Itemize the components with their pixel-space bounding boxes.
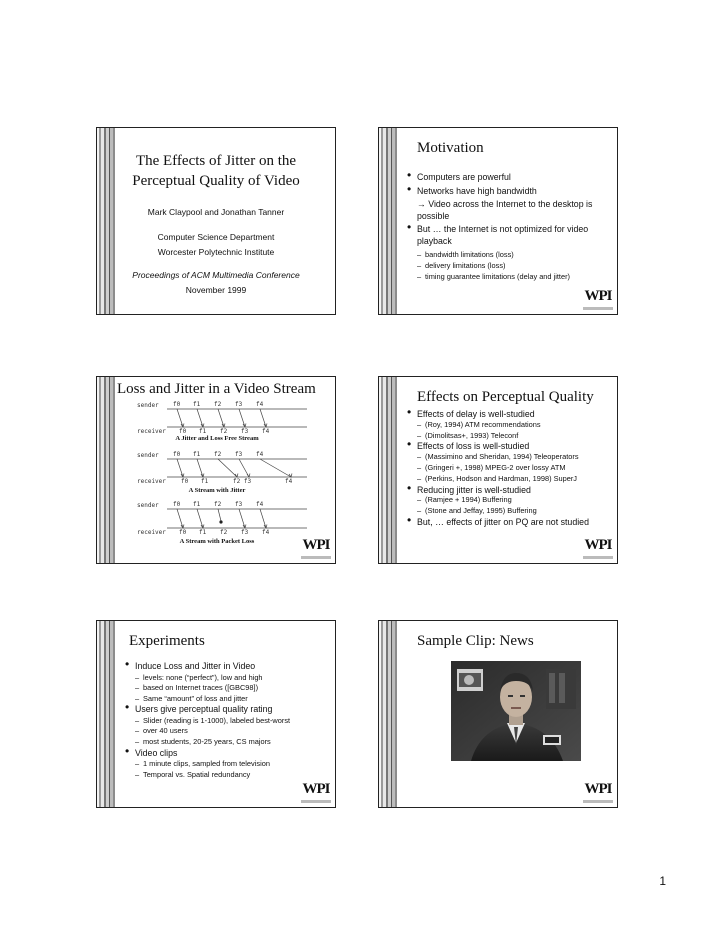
lost-packet-arrow bbox=[218, 509, 221, 521]
decorative-stripes bbox=[379, 128, 397, 314]
sender-label: sender bbox=[137, 502, 159, 509]
packet-arrow bbox=[260, 409, 266, 427]
sub-bullet-item: – timing guarantee limitations (delay and jitter) bbox=[407, 271, 615, 282]
sub-bullet-item: – Same “amount” of loss and jitter bbox=[125, 694, 333, 705]
slide-sample-clip bbox=[378, 620, 618, 808]
bullet-item: → Video across the Internet to the desktop is possible bbox=[417, 199, 593, 221]
caption-packet-loss: A Stream with Packet Loss bbox=[179, 538, 255, 545]
sub-bullet-item: – delivery limitations (loss) bbox=[407, 260, 615, 271]
packet-arrow bbox=[260, 509, 266, 528]
slide2-title: Motivation bbox=[417, 140, 484, 156]
slide5-bullet-list bbox=[125, 661, 333, 780]
slide-title bbox=[96, 127, 336, 315]
receiver-frame-label: f4 bbox=[262, 428, 270, 435]
receiver-frame-label: f1 bbox=[201, 478, 209, 485]
receiver-label: receiver bbox=[137, 428, 166, 435]
receiver-frame-label: f2 bbox=[220, 428, 228, 435]
receiver-frame-label: f3 bbox=[241, 529, 249, 536]
slide1-institute: Worcester Polytechnic Institute bbox=[157, 247, 275, 257]
sender-frame-label: f3 bbox=[235, 501, 243, 508]
sub-bullet-item: – 1 minute clips, sampled from television bbox=[125, 759, 333, 770]
slide-motivation bbox=[378, 127, 618, 315]
news-clip-image bbox=[451, 661, 581, 761]
slide1-title-line1: The Effects of Jitter on the bbox=[135, 153, 297, 169]
slide-loss-jitter bbox=[96, 376, 336, 564]
receiver-label: receiver bbox=[137, 478, 166, 485]
slide1-dept: Computer Science Department bbox=[157, 232, 275, 242]
packet-arrow bbox=[177, 509, 183, 528]
sub-bullet-item: – levels: none (“perfect”), low and high bbox=[125, 673, 333, 684]
decorative-stripes bbox=[379, 377, 397, 563]
wpi-logo: WPI bbox=[301, 537, 331, 559]
bullet-item: • Effects of loss is well-studied bbox=[407, 441, 618, 452]
packet-arrow bbox=[177, 459, 183, 477]
sender-frame-label: f3 bbox=[235, 451, 243, 458]
sub-bullet-item: – Temporal vs. Spatial redundancy bbox=[125, 770, 333, 781]
sender-label: sender bbox=[137, 402, 159, 409]
receiver-frame-label: f0 bbox=[181, 478, 189, 485]
bullet-item: • Networks have high bandwidth bbox=[407, 186, 615, 198]
sender-frame-label: f4 bbox=[256, 451, 264, 458]
sub-bullet-item: – based on Internet traces ([GBC98]) bbox=[125, 683, 333, 694]
packet-arrow bbox=[197, 459, 203, 477]
lost-packet-marker bbox=[219, 520, 222, 523]
packet-arrow bbox=[239, 509, 245, 528]
sub-bullet-item: – (Stone and Jeffay, 1995) Buffering bbox=[407, 506, 618, 517]
slide4-bullet-list bbox=[407, 409, 618, 528]
slide1-date: November 1999 bbox=[185, 285, 247, 295]
slide-experiments bbox=[96, 620, 336, 808]
sender-frame-label: f0 bbox=[173, 501, 181, 508]
bullet-item: • Induce Loss and Jitter in Video bbox=[125, 661, 333, 673]
receiver-frame-label: f1 bbox=[199, 428, 207, 435]
packet-arrow bbox=[197, 409, 203, 427]
sender-frame-label: f1 bbox=[193, 501, 201, 508]
sender-frame-label: f1 bbox=[193, 401, 201, 408]
wpi-logo: WPI bbox=[301, 781, 331, 803]
bullet-item: • But, … effects of jitter on PQ are not studied bbox=[407, 517, 618, 528]
page-number: 1 bbox=[659, 874, 666, 888]
sub-bullet-item: – most students, 20-25 years, CS majors bbox=[125, 737, 333, 748]
slide-effects bbox=[378, 376, 618, 564]
sub-bullet-item: – over 40 users bbox=[125, 726, 333, 737]
sender-label: sender bbox=[137, 452, 159, 459]
bullet-item: • Computers are powerful bbox=[407, 172, 615, 184]
bullet-item: • Reducing jitter is well-studied bbox=[407, 485, 618, 496]
packet-arrow bbox=[218, 409, 224, 427]
sender-frame-label: f2 bbox=[214, 501, 222, 508]
packet-arrow bbox=[218, 459, 237, 477]
sub-bullet-item: – (Massimino and Sheridan, 1994) Teleoperators bbox=[407, 452, 618, 463]
caption-loss-free: A Jitter and Loss Free Stream bbox=[175, 435, 259, 442]
wpi-logo: WPI bbox=[583, 288, 613, 310]
sender-frame-label: f4 bbox=[256, 501, 264, 508]
sender-frame-label: f1 bbox=[193, 451, 201, 458]
slide4-title: Effects on Perceptual Quality bbox=[417, 389, 594, 405]
caption-jitter: A Stream with Jitter bbox=[188, 487, 246, 494]
slide1-authors: Mark Claypool and Jonathan Tanner bbox=[147, 207, 285, 217]
slide1-title-line2: Perceptual Quality of Video bbox=[132, 173, 300, 189]
slide2-bullet-list bbox=[407, 172, 615, 282]
bullet-item: • But … the Internet is not optimized for video playback bbox=[407, 224, 615, 247]
wpi-logo: WPI bbox=[583, 781, 613, 803]
receiver-frame-label: f0 bbox=[179, 428, 187, 435]
bullet-item: • Effects of delay is well-studied bbox=[407, 409, 618, 420]
receiver-frame-label: f4 bbox=[285, 478, 293, 485]
sub-bullet-item: – Slider (reading is 1-1000), labeled best-worst bbox=[125, 716, 333, 727]
receiver-label: receiver bbox=[137, 529, 166, 536]
bullet-item: • Video clips bbox=[125, 748, 333, 760]
sender-frame-label: f4 bbox=[256, 401, 264, 408]
stream-diagram bbox=[97, 377, 336, 564]
receiver-frame-label: f2 bbox=[220, 529, 228, 536]
packet-arrow bbox=[177, 409, 183, 427]
packet-arrow bbox=[260, 459, 291, 477]
sub-bullet-item: – (Perkins, Hodson and Hardman, 1998) SuperJ bbox=[407, 474, 618, 485]
receiver-frame-label: f4 bbox=[262, 529, 270, 536]
packet-arrow bbox=[197, 509, 203, 528]
sub-bullet-item: – (Ramjee + 1994) Buffering bbox=[407, 495, 618, 506]
slide5-title: Experiments bbox=[129, 633, 205, 649]
sender-frame-label: f0 bbox=[173, 451, 181, 458]
slide1-proceedings: Proceedings of ACM Multimedia Conference bbox=[132, 270, 300, 280]
sub-bullet-item: – (Gringeri +, 1998) MPEG-2 over lossy ATM bbox=[407, 463, 618, 474]
sub-bullet-item: – (Dimolitsas+, 1993) Teleconf bbox=[407, 431, 618, 442]
decorative-stripes bbox=[379, 621, 397, 807]
decorative-stripes bbox=[97, 621, 115, 807]
sender-frame-label: f2 bbox=[214, 451, 222, 458]
slide6-title: Sample Clip: News bbox=[417, 633, 534, 649]
bullet-item: • Users give perceptual quality rating bbox=[125, 704, 333, 716]
receiver-frame-label: f0 bbox=[179, 529, 187, 536]
sub-bullet-item: – bandwidth limitations (loss) bbox=[407, 249, 615, 260]
receiver-frame-label: f3 bbox=[241, 428, 249, 435]
sender-frame-label: f3 bbox=[235, 401, 243, 408]
sender-frame-label: f2 bbox=[214, 401, 222, 408]
sender-frame-label: f0 bbox=[173, 401, 181, 408]
slide3-title: Loss and Jitter in a Video Stream bbox=[117, 381, 316, 397]
packet-arrow bbox=[239, 409, 245, 427]
wpi-logo: WPI bbox=[583, 537, 613, 559]
receiver-frame-label: f1 bbox=[199, 529, 207, 536]
receiver-frame-label: f2 f3 bbox=[233, 478, 252, 485]
sub-bullet-item: – (Roy, 1994) ATM recommendations bbox=[407, 420, 618, 431]
arrow-head bbox=[235, 474, 238, 478]
